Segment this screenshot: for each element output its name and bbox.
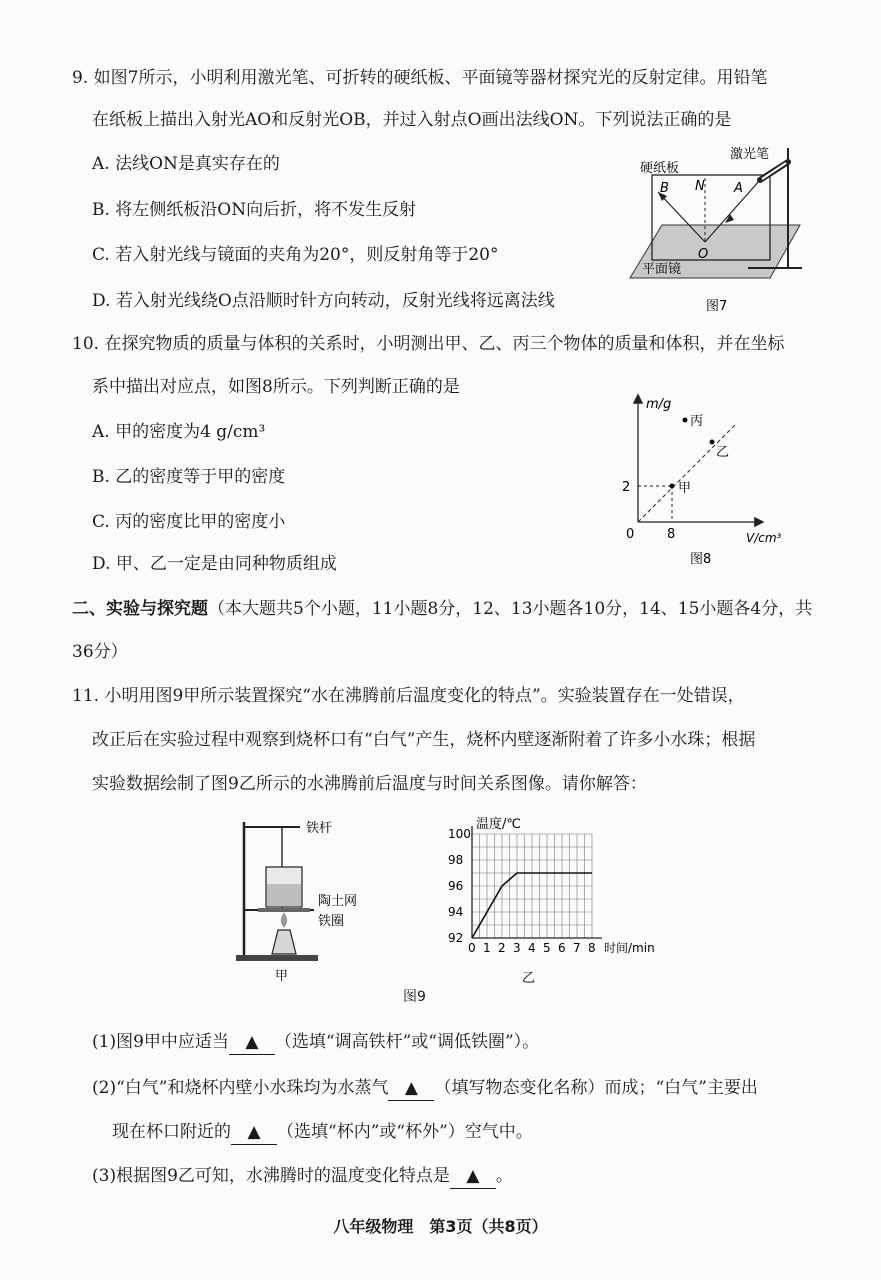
x-tick-label: 5 <box>543 941 551 955</box>
figure-7 <box>620 140 810 325</box>
y-axis-label: 温度/℃ <box>476 817 521 832</box>
page-footer: 八年级物理 第3页（共8页） <box>333 1217 548 1236</box>
label-a: A <box>734 181 743 196</box>
q11-sub2 <box>92 1076 758 1101</box>
section2-line1 <box>72 597 812 621</box>
q9-option-d: D. 若入射光线绕O点沿顺时针方向转动，反射光线将远离法线 <box>92 291 555 311</box>
q11-sub1-blank[interactable]: ▲ <box>229 1030 275 1055</box>
label-ring: 铁圈 <box>318 914 345 929</box>
label-yi: 乙 <box>716 445 730 460</box>
q11-sub2-text-a: (2)“白气”和烧杯内壁小水珠均为水蒸气 <box>92 1078 389 1098</box>
q11-sub2-text-d: （选填“杯内”或“杯外”）空气中。 <box>277 1122 533 1142</box>
q11-sub2-text-c: 现在杯口附近的 <box>112 1122 231 1142</box>
label-mirror: 平面镜 <box>642 262 682 277</box>
y-tick-label: 94 <box>448 905 464 919</box>
fig9-caption: 图9 <box>403 989 426 1005</box>
fig7-caption: 图7 <box>706 299 728 314</box>
y-axis-label: m/g <box>646 397 672 412</box>
x-tick-label: 0 <box>468 941 476 955</box>
label-n: N <box>695 179 705 194</box>
y-tick-label: 96 <box>448 879 464 893</box>
chart-caption: 乙 <box>522 971 536 986</box>
q11-stem-line1: 11. 小明用图9甲所示装置探究“水在沸腾前后温度变化的特点”。实验装置存在一处错误， <box>72 686 745 706</box>
x-tick-8: 8 <box>667 527 676 542</box>
q10-option-a: A. 甲的密度为4 g/cm³ <box>92 422 266 442</box>
q11-stem-line2: 改正后在实验过程中观察到烧杯口有“白气”产生，烧杯内壁逐渐附着了许多小水珠；根据 <box>92 730 756 750</box>
x-tick-label: 7 <box>573 941 581 955</box>
section2-desc2: 36分） <box>72 642 128 662</box>
y-tick-label: 92 <box>448 931 464 945</box>
y-tick-label: 100 <box>448 827 471 841</box>
point-bing <box>683 418 688 423</box>
x-tick-label: 4 <box>528 941 536 955</box>
q11-sub2-text-b: （填写物态变化名称）而成；“白气”主要出 <box>434 1078 758 1098</box>
x-tick-label: 8 <box>588 941 596 955</box>
y-tick-label: 98 <box>448 853 464 867</box>
q11-sub2-blank1[interactable]: ▲ <box>388 1076 434 1101</box>
label-b: B <box>660 181 669 196</box>
label-rod: 铁杆 <box>306 821 333 836</box>
q9-option-a: A. 法线ON是真实存在的 <box>92 154 280 174</box>
q9-stem-line1: 9. 如图7所示，小明利用激光笔、可折转的硬纸板、平面镜等器材探究光的反射定律。用铅笔 <box>72 68 768 88</box>
water <box>267 884 301 906</box>
q11-sub1-text-a: (1)图9甲中应适当 <box>92 1032 229 1052</box>
density-line <box>638 425 735 522</box>
q10-stem-line1: 10. 在探究物质的质量与体积的关系时，小明测出甲、乙、丙三个物体的质量和体积，并在坐标 <box>72 334 785 354</box>
laser-pen-highlight <box>762 163 786 179</box>
q10-option-d: D. 甲、乙一定是由同种物质组成 <box>92 554 337 574</box>
fig9-jia-caption: 甲 <box>275 969 289 984</box>
q9-option-c: C. 若入射光线与镜面的夹角为20°，则反射角等于20° <box>92 245 499 265</box>
label-bing: 丙 <box>690 414 704 429</box>
q10-option-c: C. 丙的密度比甲的密度小 <box>92 512 286 532</box>
alcohol-lamp <box>272 930 296 954</box>
stand-base <box>236 955 318 961</box>
origin-label: 0 <box>626 527 635 542</box>
q10-stem-line2: 系中描出对应点，如图8所示。下列判断正确的是 <box>92 377 460 397</box>
label-gauze: 陶土网 <box>318 894 358 909</box>
q11-sub3 <box>92 1164 513 1189</box>
q9-option-b: B. 将左侧纸板沿ON向后折，将不发生反射 <box>92 200 417 220</box>
x-tick-label: 1 <box>483 941 491 955</box>
point-yi <box>710 440 715 445</box>
q11-sub3-text-a: (3)根据图9乙可知，水沸腾时的温度变化特点是 <box>92 1166 450 1186</box>
q11-sub2-blank2[interactable]: ▲ <box>231 1120 277 1145</box>
figure-8 <box>610 390 800 575</box>
x-axis-label: V/cm³ <box>746 531 782 545</box>
q11-sub2-line2 <box>112 1120 533 1145</box>
gauze <box>258 908 310 912</box>
q11-stem-line3: 实验数据绘制了图9乙所示的水沸腾前后温度与时间关系图像。请你解答： <box>92 774 647 794</box>
point-jia <box>670 484 675 489</box>
q11-sub3-blank[interactable]: ▲ <box>450 1164 496 1189</box>
flame <box>281 912 287 928</box>
section2-desc1: （本大题共5个小题，11小题8分，12、13小题各10分，14、15小题各4分，共 <box>208 599 813 619</box>
x-axis-label: 时间/min <box>604 941 655 955</box>
label-jia: 甲 <box>678 481 692 496</box>
figure-9-jia <box>232 812 372 987</box>
fig8-caption: 图8 <box>690 552 712 567</box>
y-tick-2: 2 <box>622 480 631 495</box>
x-tick-label: 2 <box>498 941 506 955</box>
x-tick-label: 3 <box>513 941 521 955</box>
label-board: 硬纸板 <box>640 161 680 176</box>
section2-title: 二、实验与探究题 <box>72 599 208 619</box>
q10-option-b: B. 乙的密度等于甲的密度 <box>92 467 286 487</box>
x-tick-label: 6 <box>558 941 566 955</box>
q11-sub1 <box>92 1030 539 1055</box>
q9-stem-line2: 在纸板上描出入射光AO和反射光OB，并过入射点O画出法线ON。下列说法正确的是 <box>92 110 732 130</box>
label-laser: 激光笔 <box>730 147 770 162</box>
figure-9-yi-chart <box>432 812 682 987</box>
label-o: O <box>698 247 709 262</box>
q11-sub1-text-b: （选填“调高铁杆”或“调低铁圈”）。 <box>274 1032 540 1052</box>
q11-sub3-text-b: 。 <box>495 1166 513 1186</box>
